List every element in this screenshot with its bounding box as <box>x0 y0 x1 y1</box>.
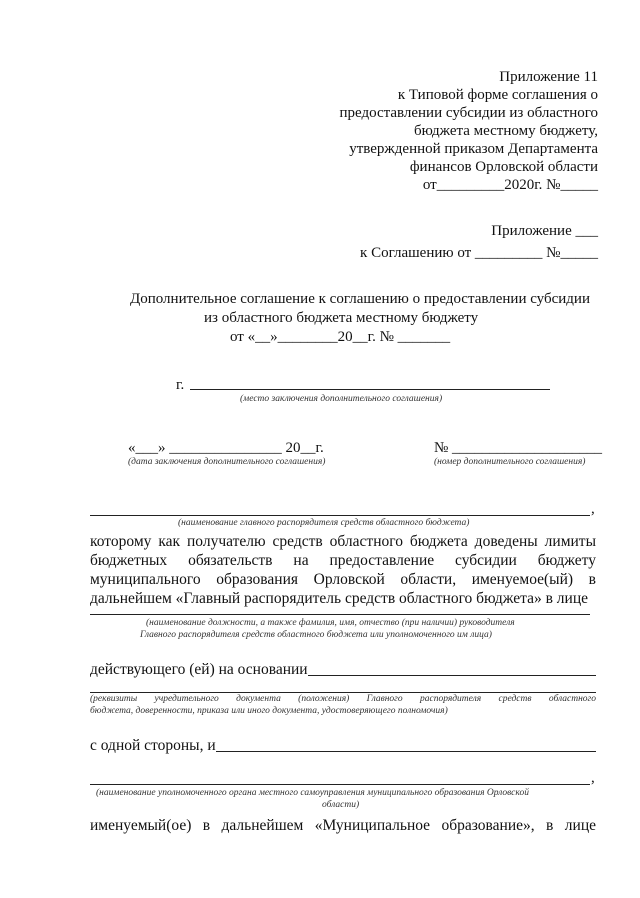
one-side-label: с одной стороны, и <box>90 737 216 754</box>
basis-input-line-2[interactable] <box>90 692 596 693</box>
date-caption: (дата заключения дополнительного соглашения) <box>128 457 326 467</box>
paragraph1-line4: дальнейшем «Главный распорядитель средств областного бюджета» в лице <box>90 590 588 607</box>
title-line1: Дополнительное соглашение к соглашению о предоставлении субсидии <box>130 291 590 307</box>
one-side-caption-line2: области) <box>322 800 360 810</box>
basis-caption-line1: (реквизиты учредительного документа (положения) Главного распорядителя средств областного <box>90 694 596 704</box>
main-distributor-caption: (наименование главного распорядителя средств областного бюджета) <box>178 518 470 528</box>
title-line3: от «__»________20__г. № _______ <box>230 329 451 345</box>
appendix-header-line: предоставлении субсидии из областного <box>339 105 598 121</box>
agreement-reference-line2: к Соглашению от _________ №_____ <box>360 245 598 261</box>
appendix-header <box>258 68 598 194</box>
date-field[interactable]: «___» _______________ 20__г. <box>128 440 324 456</box>
place-caption: (место заключения дополнительного соглашения) <box>240 394 443 404</box>
one-side-comma: , <box>591 770 595 786</box>
one-side-input-line-1[interactable] <box>216 751 596 752</box>
paragraph1-line3: муниципального образования Орловской области, именуемое(ый) в <box>90 571 596 588</box>
main-distributor-comma: , <box>591 501 595 517</box>
paragraph1-line2: бюджетных обязательств на предоставление субсидии бюджету <box>90 552 596 569</box>
paragraph1-line1: которому как получателю средств областного бюджета доведены лимиты <box>90 533 596 550</box>
agreement-reference <box>258 222 598 262</box>
number-field[interactable]: № ____________________ <box>434 440 603 456</box>
appendix-header-line: бюджета местному бюджету, <box>413 123 598 139</box>
place-input-line[interactable] <box>190 389 550 390</box>
representative-caption-line1: (наименование должности, а также фамилия, имя, отчество (при наличии) руководителя <box>146 618 515 628</box>
basis-label: действующего (ей) на основании <box>90 661 308 678</box>
number-caption: (номер дополнительного соглашения) <box>434 457 586 467</box>
basis-caption-line2: бюджета, доверенности, приказа или иного документа, удостоверяющего полномочия) <box>90 706 448 716</box>
appendix-header-line: финансов Орловской области <box>409 159 598 175</box>
appendix-header-line: утвержденной приказом Департамента <box>349 141 598 157</box>
appendix-header-line: от_________2020г. №_____ <box>422 177 598 193</box>
appendix-header-line: к Типовой форме соглашения о <box>397 87 598 103</box>
appendix-header-line: Приложение 11 <box>499 69 598 85</box>
one-side-caption-line1: (наименование уполномоченного органа местного самоуправления муниципального образования Орловской <box>96 788 529 798</box>
agreement-reference-line1: Приложение ___ <box>491 223 598 239</box>
one-side-input-line-2[interactable] <box>90 784 590 785</box>
place-prefix: г. <box>176 377 185 393</box>
title-line2: из областного бюджета местному бюджету <box>204 310 479 326</box>
basis-input-line-1[interactable] <box>308 675 596 676</box>
representative-input-line[interactable] <box>90 614 590 615</box>
paragraph2-line1: именуемый(ое) в дальнейшем «Муниципальное образование», в лице <box>90 817 596 834</box>
main-distributor-input-line[interactable] <box>90 515 590 516</box>
representative-caption-line2: Главного распорядителя средств областного бюджета или уполномоченного им лица) <box>140 630 492 640</box>
